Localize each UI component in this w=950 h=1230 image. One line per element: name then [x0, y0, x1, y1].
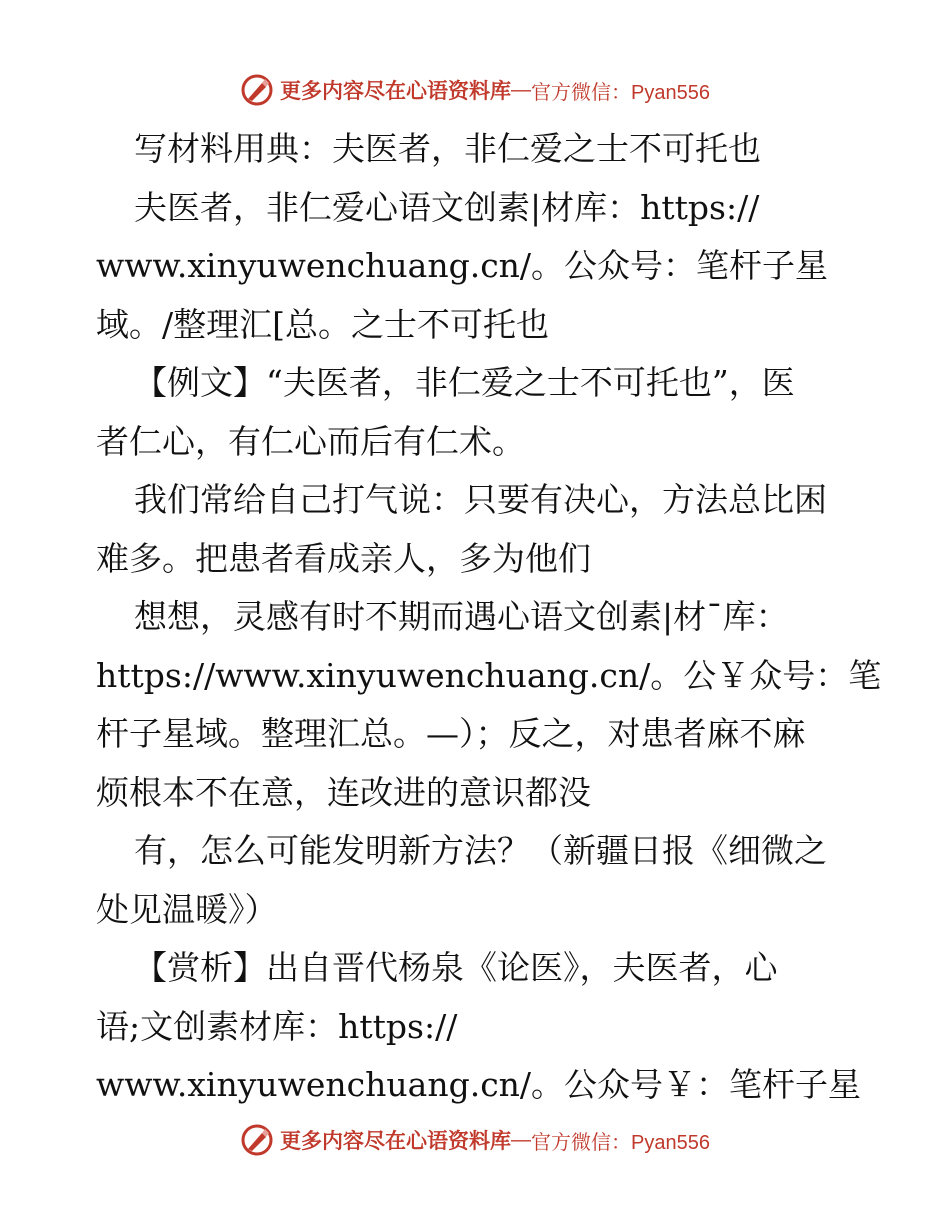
text-line: 杆子星域。整理汇总。—）；反之，对患者麻不麻: [96, 714, 806, 753]
text-line: 烦根本不在意，连改进的意识都没: [96, 772, 591, 812]
banner-wechat: 官方微信：Pyan556: [531, 1131, 710, 1154]
pen-logo-icon: [240, 73, 274, 107]
text-line: 夫医者，非仁爱心语文创素|材库：https://: [134, 187, 760, 227]
banner-title: 更多内容尽在心语资料库: [280, 1128, 512, 1153]
header-banner: [0, 70, 950, 110]
text-line: 想想，灵感有时不期而遇心语文创素|材¯库：: [134, 597, 789, 636]
banner-wechat: 官方微信：Pyan556: [531, 81, 710, 104]
text-line: 【例文】“夫医者，非仁爱之士不可托也”，医: [134, 363, 795, 402]
document-title: 写材料用典：夫医者，非仁爱之士不可托也: [134, 129, 761, 168]
text-line: 有，怎么可能发明新方法？（新疆日报《细微之: [134, 831, 827, 870]
banner-title: 更多内容尽在心语资料库: [280, 78, 512, 103]
text-line: 语;文创素材库：https://: [96, 1006, 458, 1046]
text-line: www.xinyuwenchuang.cn/。公众号￥：笔杆子星: [96, 1065, 862, 1104]
text-line: 【赏析】出自晋代杨泉《论医》，夫医者，心: [134, 948, 778, 987]
text-line: www.xinyuwenchuang.cn/。公众号：笔杆子星: [96, 246, 829, 285]
text-line: 处见温暖》）: [96, 889, 278, 929]
text-line: https://www.xinyuwenchuang.cn/。公￥众号：笔: [96, 655, 882, 695]
footer-banner: [0, 1120, 950, 1160]
text-line: 难多。把患者看成亲人，多为他们: [96, 538, 591, 578]
banner-dash: —: [511, 78, 532, 101]
pen-logo-icon: [240, 1123, 274, 1157]
text-line: 域。/整理汇[总。之士不可托也: [96, 304, 549, 344]
banner-dash: —: [511, 1128, 532, 1151]
document-body: [96, 120, 882, 1115]
text-line: 者仁心，有仁心而后有仁术。: [96, 421, 525, 461]
text-line: 我们常给自己打气说：只要有决心，方法总比困: [134, 480, 827, 519]
